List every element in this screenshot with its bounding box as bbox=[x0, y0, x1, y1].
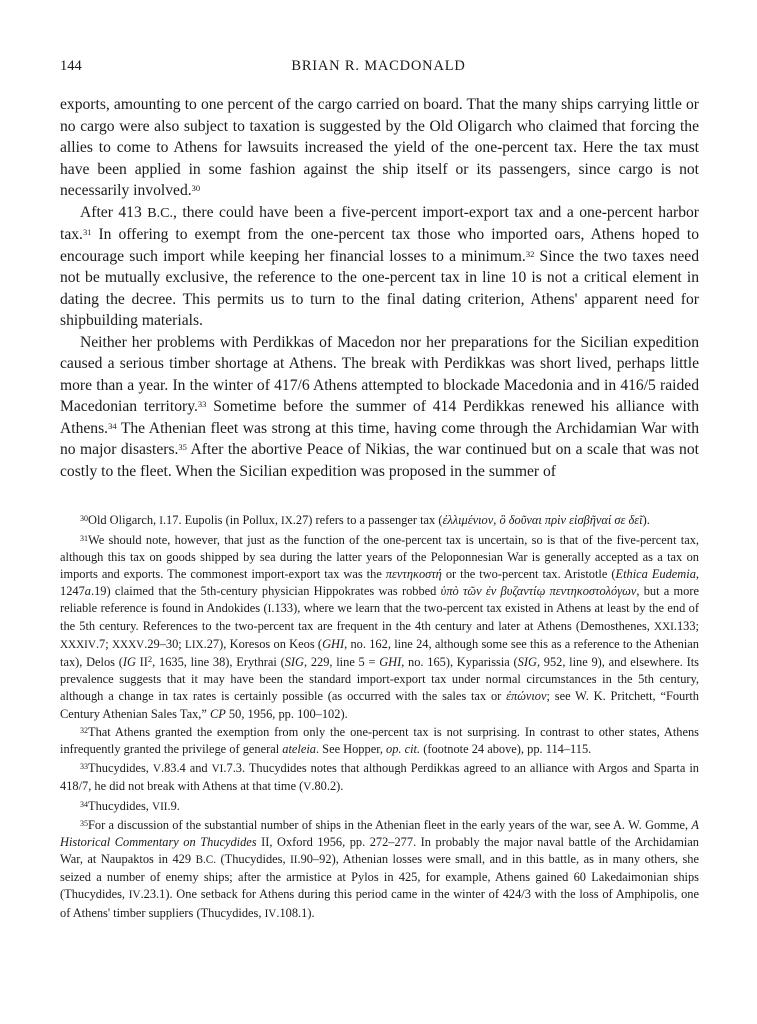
footnote-32 bbox=[60, 724, 699, 758]
footnote-ref-30: 30 bbox=[191, 183, 201, 193]
text-run: Since the two taxes need not be mutually exclusive, the reference to the one-percent tax in line 10 is not a critical element in dating the decree. This permits us to turn to the final dating criterion, Athens' apparent need for shipbuilding materials. bbox=[60, 247, 700, 329]
text-run: Neither her problems with Perdikkas of Macedon nor her preparations for the Sicilian expedition caused a serious timber shortage at Athens. The break with Perdikkas was short lived, perhaps little more than a year. In the winter of 417/6 Athens attempted to blockade Macedonia and in 416/5 raided Macedonian territory. bbox=[60, 333, 699, 415]
work-title: CP bbox=[209, 706, 226, 721]
main-text bbox=[60, 94, 699, 482]
text-run: (Thucydides, bbox=[216, 852, 291, 867]
text-run: , 229, line 5 = bbox=[304, 655, 380, 670]
citation-numeral: I bbox=[159, 515, 163, 527]
text-run: .23.1). One setback for Athens during this period came in the winter of 424/3 with the loss of Amphipolis, one of Athens' timber suppliers (Thucydides, bbox=[60, 887, 699, 920]
text-run: 50, 1956, pp. 100–102). bbox=[225, 706, 348, 721]
text-run: .83.4 and bbox=[160, 760, 212, 775]
text-run: .80.2). bbox=[311, 778, 344, 793]
text-run: In offering to exempt from the one-percent tax those who imported oars, Athens hoped to encourage such import while keeping her financial losses to a minimum. bbox=[60, 226, 699, 265]
citation-numeral: VII bbox=[152, 800, 168, 813]
text-run: Sometime before the summer of 414 Perdikkas renewed his alliance with Athens. bbox=[60, 398, 699, 437]
text-run: .7; bbox=[95, 637, 112, 652]
text-run: .133), where we learn that the two-percent tax existed in Athens at least by the end of the 5th century. References to the two-percent tax are frequent in the 4th century and later at Athens (Demosthenes, bbox=[60, 600, 700, 634]
paragraph-1 bbox=[60, 94, 699, 202]
running-head-author: BRIAN R. MACDONALD bbox=[291, 58, 466, 74]
work-title: IG bbox=[122, 655, 136, 670]
footnote-ref-35: 35 bbox=[178, 442, 187, 452]
citation-numeral: I bbox=[267, 602, 272, 615]
citation-numeral: II bbox=[290, 854, 298, 867]
text-run: , 1635, line 38), Erythrai ( bbox=[152, 655, 285, 670]
footnote-30 bbox=[60, 512, 699, 530]
text-run: .108.1). bbox=[276, 905, 315, 920]
text-run: .19) claimed that the 5th-century physician Hippokrates was robbed bbox=[90, 583, 441, 598]
text-run: , 1247 bbox=[60, 566, 699, 598]
footnote-number: 32 bbox=[80, 726, 88, 736]
footnote-ref-34: 34 bbox=[108, 420, 117, 431]
text-run: a bbox=[84, 583, 91, 598]
footnote-number: 35 bbox=[80, 819, 88, 829]
work-title: SIG bbox=[517, 655, 537, 670]
text-run: Thucydides, bbox=[88, 798, 153, 813]
citation-numeral: LIX bbox=[185, 639, 204, 652]
footnote-ref-32: 32 bbox=[525, 248, 535, 259]
page-number: 144 bbox=[60, 58, 82, 74]
footnote-number: 34 bbox=[80, 799, 88, 809]
era-abbrev: B.C. bbox=[147, 204, 173, 221]
work-title: SIG bbox=[284, 655, 304, 670]
foreign-term: op. cit. bbox=[386, 742, 421, 757]
text-run: .133; bbox=[673, 619, 699, 634]
work-title: GHI bbox=[322, 637, 345, 652]
greek-text: ὑπὸ τῶν ἐν βυζαντίῳ πεντηκοστολόγων bbox=[440, 583, 637, 598]
text-run: ). bbox=[642, 513, 650, 527]
text-run: That Athens granted the exemption from only the one-percent tax is not surprising. In contrast to other states, Athens infrequently granted the privilege of general bbox=[60, 725, 699, 757]
text-run: , 952, line 9), and elsewhere. Its prevalence suggests that it may have been the standard import-export tax under normal circumstances in the 5th century, although a change in tax rates is certainly possible (as occurred with the sales tax or bbox=[60, 655, 699, 704]
superscript: 2 bbox=[147, 654, 153, 665]
text-run: .17. Eupolis (in Pollux, bbox=[162, 513, 282, 527]
citation-numeral: XXXV bbox=[111, 639, 145, 652]
citation-numeral: XXI bbox=[654, 621, 674, 634]
footnote-35 bbox=[60, 817, 699, 923]
text-run: , but a more reliable reference is found in Andokides ( bbox=[60, 583, 699, 615]
citation-numeral: IV bbox=[128, 889, 141, 902]
citation-numeral: VI bbox=[211, 762, 224, 775]
greek-text: ἐλλιμένιον, ὃ δοῦναι πρὶν εἰσβῆναί σε δεῖ bbox=[442, 513, 643, 527]
text-run: For a discussion of the substantial number of ships in the Athenian fleet in the early years of the war, see A. W. Gomme, bbox=[88, 818, 692, 833]
footnote-number: 31 bbox=[80, 533, 88, 543]
text-run: .9. bbox=[167, 798, 180, 813]
footnote-33 bbox=[60, 760, 699, 796]
text-run: . See Hopper, bbox=[315, 742, 387, 757]
text-run: The Athenian fleet was strong at this time, having come through the Archidamian War with no major disasters. bbox=[60, 419, 699, 458]
work-title: Ethica Eudemia bbox=[615, 566, 696, 581]
footnote-number: 30 bbox=[80, 514, 88, 523]
citation-numeral: IV bbox=[264, 907, 277, 920]
text-run: II, Oxford 1956, pp. 272–277. In probably the major naval battle of the Archidamian War, at Naupaktos in 429 bbox=[60, 835, 699, 867]
footnote-ref-33: 33 bbox=[197, 399, 207, 409]
footnote-34 bbox=[60, 798, 699, 816]
era-abbrev: B.C. bbox=[195, 854, 217, 867]
text-run: , no. 165), Kyparissia ( bbox=[401, 655, 518, 670]
text-run: ; see W. K. Pritchett, “Fourth Century Athenian Sales Tax,” bbox=[60, 689, 699, 721]
text-run: exports, amounting to one percent of the cargo carried on board. That the many ships carrying little or no cargo were also subject to taxation is suggested by the Old Oligarch who claimed that forcing the allies to come to Athens for lawsuits increased the yield of the one-percent tax. Here the tax must have been applied in some fashion against the ship itself or its passengers, since cargo is not necessarily involved. bbox=[60, 96, 699, 199]
text-run: , there could have been a five-percent import-export tax and a one-percent harbor tax. bbox=[60, 203, 699, 243]
footnote-number: 33 bbox=[80, 761, 88, 771]
text-run: After 413 bbox=[80, 203, 148, 221]
text-run: .7.3. Thucydides notes that although Perdikkas agreed to an alliance with Argos and Sparta in 418/7, he did not break with Athens at that time ( bbox=[60, 760, 699, 793]
text-run: .29–30; bbox=[144, 637, 186, 652]
citation-numeral: XXXIV bbox=[60, 639, 96, 652]
text-run: .27) refers to a passenger tax ( bbox=[292, 513, 443, 527]
paragraph-2 bbox=[60, 202, 699, 332]
text-run: After the abortive Peace of Nikias, the war continued but on a scale that was not costly to the fleet. When the Sicilian expedition was proposed in the summer of bbox=[60, 441, 699, 480]
text-run: or the two-percent tax. Aristotle ( bbox=[441, 566, 616, 581]
foreign-term: ateleia bbox=[282, 742, 316, 757]
footnotes bbox=[60, 512, 699, 924]
work-title: A Historical Commentary on Thucydides bbox=[60, 818, 699, 850]
greek-text: ἐπώνιον bbox=[506, 689, 547, 704]
footnote-31 bbox=[60, 532, 699, 723]
greek-text: πεντηκοστή bbox=[385, 566, 442, 581]
citation-numeral: V bbox=[303, 780, 312, 793]
text-run: (footnote 24 above), pp. 114–115. bbox=[420, 742, 592, 757]
text-run: We should note, however, that just as the function of the one-percent tax is uncertain, so is that of the five-percent tax, although this tax on goods shipped by sea during the latter years of the Peloponnesian War is generally accepted as a tax on imports and exports. The commonest import-export tax was the bbox=[60, 532, 699, 581]
text-run: .27), Koresos on Keos ( bbox=[203, 637, 323, 652]
text-run: .90–92), Athenian losses were small, and in this battle, as in many others, she seized a number of enemy ships; after the armistice at Pylos in 425, for example, Athens gained 60 Lakedaimonian ships (Thucydides, bbox=[60, 852, 700, 902]
citation-numeral: IX bbox=[281, 515, 293, 527]
text-run: , no. 162, line 24, although some see this as a reference to the Athenian tax), Delos ( bbox=[60, 637, 699, 670]
text-run: Thucydides, bbox=[88, 760, 153, 775]
work-title: GHI bbox=[379, 655, 402, 670]
text-run: II bbox=[135, 655, 148, 670]
footnote-ref-31: 31 bbox=[82, 227, 92, 237]
citation-numeral: V bbox=[152, 762, 161, 775]
paragraph-3 bbox=[60, 332, 699, 483]
text-run: Old Oligarch, bbox=[88, 513, 160, 527]
running-header bbox=[60, 58, 697, 80]
